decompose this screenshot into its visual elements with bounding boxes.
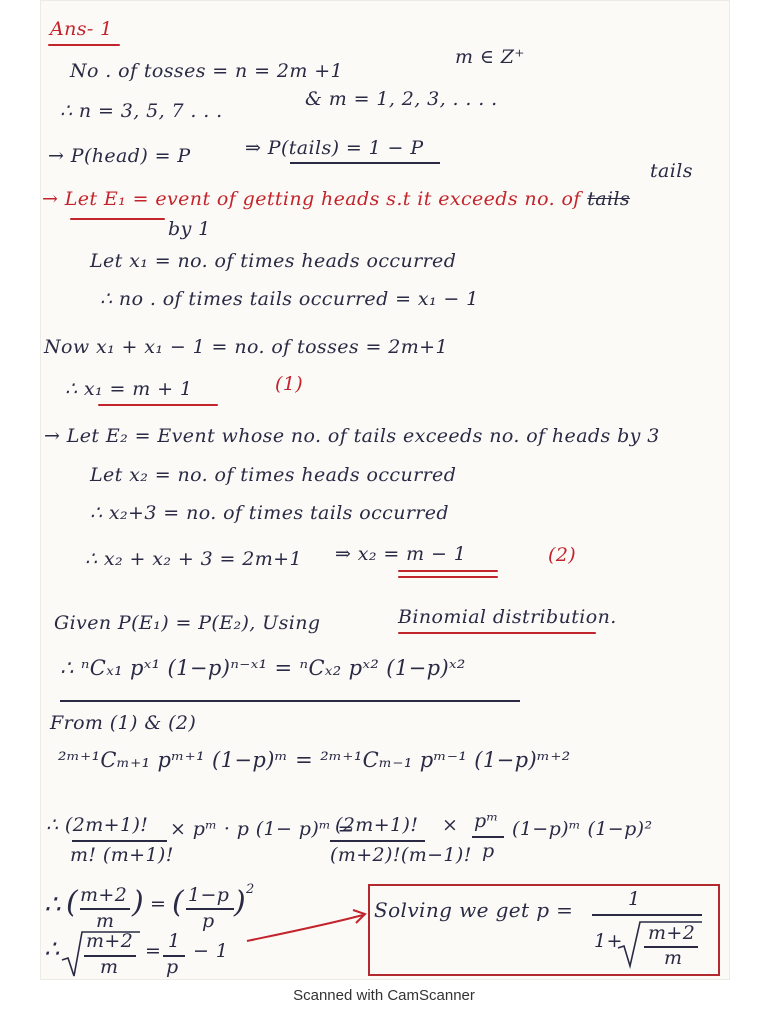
factorial-denominator-left: m! (m+1)! bbox=[70, 844, 174, 866]
tails-correction: tails bbox=[650, 160, 693, 182]
x1-result: ∴ x₁ = m + 1 bbox=[65, 378, 193, 400]
pm-numerator: pᵐ bbox=[474, 810, 499, 832]
camscanner-footer: Scanned with CamScanner bbox=[293, 987, 475, 1004]
pm-denominator: p bbox=[482, 840, 495, 862]
paren-open-2: ( bbox=[172, 885, 185, 920]
heading-underline bbox=[48, 44, 120, 46]
solution-text: Solving we get p = bbox=[374, 898, 574, 922]
sqrt-numerator: m+2 bbox=[86, 930, 134, 952]
p-head-line: → P(head) = P bbox=[48, 145, 191, 167]
ratio-denominator: m bbox=[96, 910, 115, 932]
paren-open-1: ( bbox=[66, 885, 79, 920]
x1-tails-line: ∴ no . of times tails occurred = x₁ − 1 bbox=[100, 288, 479, 310]
solution-bar bbox=[592, 914, 702, 916]
solution-sqrt-denominator: m bbox=[664, 947, 683, 969]
m-integer-note: m ∈ Z⁺ bbox=[455, 46, 525, 68]
solution-denominator-a: 1+ bbox=[594, 930, 623, 952]
paren-close-2: ) bbox=[234, 885, 247, 920]
tosses-line: No . of tosses = n = 2m +1 bbox=[70, 60, 344, 82]
solution-sqrt-numerator: m+2 bbox=[648, 922, 696, 944]
binomial-equation: ∴ ⁿCₓ₁ pˣ¹ (1−p)ⁿ⁻ˣ¹ = ⁿCₓ₂ pˣ² (1−p)ˣ² bbox=[60, 656, 466, 680]
m-values-line: & m = 1, 2, 3, . . . . bbox=[305, 88, 498, 110]
x1-definition: Let x₁ = no. of times heads occurred bbox=[90, 250, 457, 272]
x2-underline-1 bbox=[398, 570, 498, 572]
eq-label-2: (2) bbox=[548, 544, 577, 566]
ratio-square: 2 bbox=[246, 882, 255, 897]
binomial-underline bbox=[398, 632, 596, 634]
e1-text: → Let E₁ = event of getting heads s.t it exceeds no. of bbox=[42, 188, 581, 210]
sqrt-rhs-numerator: 1 bbox=[168, 930, 181, 952]
x2-result: ⇒ x₂ = m − 1 bbox=[335, 543, 467, 565]
paren-close-1: ) bbox=[132, 885, 145, 920]
e1-underline bbox=[70, 218, 165, 220]
ratio-numerator: m+2 bbox=[80, 884, 128, 906]
ratio-right-denominator: p bbox=[202, 910, 215, 932]
sqrt-tail: − 1 bbox=[193, 940, 229, 962]
pm-bar bbox=[472, 836, 504, 838]
x2-sum-line: ∴ x₂ + x₂ + 3 = 2m+1 bbox=[85, 548, 302, 570]
factorial-denominator-right: (m+2)!(m−1)! bbox=[330, 844, 472, 866]
ratio-right-numerator: 1−p bbox=[188, 884, 230, 906]
sqrt-equals: = bbox=[145, 940, 162, 962]
n-values-line: ∴ n = 3, 5, 7 . . . bbox=[60, 100, 223, 122]
factorial-numerator-right: (2m+1)! bbox=[335, 814, 419, 836]
binomial-underline-dark bbox=[60, 700, 520, 702]
factorial-tail: (1−p)ᵐ (1−p)² bbox=[512, 818, 653, 840]
x2-underline-2 bbox=[398, 576, 498, 578]
now-line: Now x₁ + x₁ − 1 = no. of tosses = 2m+1 bbox=[44, 336, 448, 358]
sqrt-rhs-denominator: p bbox=[166, 956, 179, 978]
binomial-text: Binomial distribution. bbox=[398, 606, 617, 628]
combination-equation: ²ᵐ⁺¹Cₘ₊₁ pᵐ⁺¹ (1−p)ᵐ = ²ᵐ⁺¹Cₘ₋₁ pᵐ⁻¹ (1−p)ᵐ⁺² bbox=[58, 748, 571, 772]
factorial-bar-left bbox=[72, 840, 167, 842]
x2-tails-line: ∴ x₂+3 = no. of times tails occurred bbox=[90, 502, 449, 524]
p-tails-underline bbox=[290, 162, 440, 164]
sqrt-denominator: m bbox=[100, 956, 119, 978]
p-tails-line: ⇒ P(tails) = 1 − P bbox=[245, 137, 424, 159]
factorial-bar-right bbox=[330, 840, 425, 842]
eq-label-1: (1) bbox=[275, 373, 304, 395]
therefore-symbol-2: ∴ bbox=[44, 935, 60, 963]
e1-definition bbox=[42, 188, 630, 210]
x2-definition: Let x₂ = no. of times heads occurred bbox=[90, 464, 457, 486]
given-line: Given P(E₁) = P(E₂), Using bbox=[54, 612, 321, 634]
tails-struck: tails bbox=[587, 188, 631, 210]
x1-underline bbox=[98, 404, 218, 406]
solution-numerator: 1 bbox=[628, 888, 641, 910]
answer-heading: Ans- 1 bbox=[50, 18, 113, 40]
e1-by-1: by 1 bbox=[168, 218, 211, 240]
from-line: From (1) & (2) bbox=[50, 712, 197, 734]
factorial-times: × bbox=[442, 814, 459, 836]
factorial-middle: × pᵐ · p (1− p)ᵐ = bbox=[170, 818, 354, 840]
e2-definition: → Let E₂ = Event whose no. of tails exceeds no. of heads by 3 bbox=[44, 425, 660, 447]
therefore-symbol: ∴ bbox=[44, 890, 61, 920]
factorial-numerator-left: ∴ (2m+1)! bbox=[46, 814, 149, 836]
arrow-to-solution bbox=[245, 905, 370, 945]
ratio-equals: = bbox=[150, 893, 167, 915]
